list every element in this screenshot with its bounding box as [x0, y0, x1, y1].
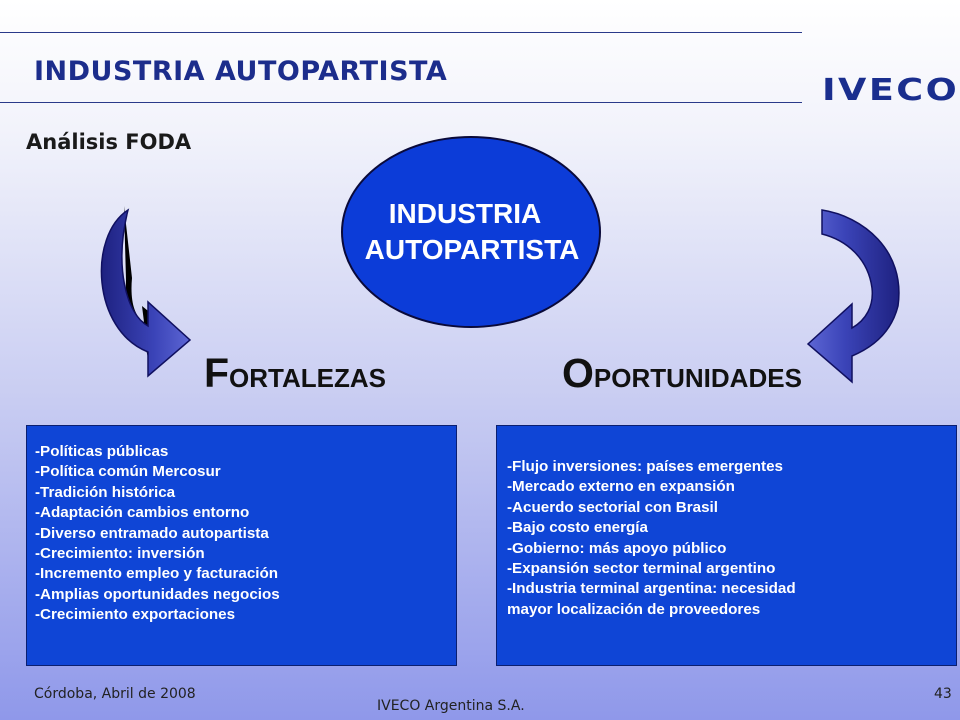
center-label-line-2: AUTOPARTISTA: [364, 234, 580, 265]
oportunidades-panel: [496, 425, 957, 666]
iveco-logo: IVECO: [822, 73, 960, 108]
fortaleza-item: -Diverso entramado autopartista: [35, 524, 269, 542]
section-subtitle: Análisis FODA: [26, 130, 192, 154]
fortaleza-item: -Amplias oportunidades negocios: [35, 585, 280, 603]
oportunidad-item: -Gobierno: más apoyo público: [507, 539, 727, 557]
fortaleza-item: -Incremento empleo y facturación: [35, 565, 279, 583]
oportunidad-item: -Flujo inversiones: países emergentes: [507, 458, 784, 475]
heading-fortalezas-rest: ORTALEZAS: [229, 363, 386, 393]
center-label-line-1: INDUSTRIA: [388, 198, 542, 229]
center-label: [341, 196, 601, 268]
footer-location-date: Córdoba, Abril de 2008: [34, 686, 196, 702]
heading-oportunidades-rest: PORTUNIDADES: [593, 363, 802, 393]
header-rule-top: [0, 32, 802, 33]
heading-fortalezas: [204, 350, 386, 397]
fortaleza-item: -Crecimiento exportaciones: [35, 606, 236, 624]
oportunidad-item: -Industria terminal argentina: necesidad: [507, 580, 796, 598]
oportunidad-item: -Expansión sector terminal argentino: [507, 560, 776, 578]
oportunidad-item: mayor localización de proveedores: [507, 600, 761, 618]
oportunidad-item: -Bajo costo energía: [507, 519, 648, 537]
header-rule-bottom: [0, 102, 802, 103]
heading-fortalezas-initial: F: [204, 350, 230, 396]
heading-oportunidades: [562, 350, 802, 397]
fortaleza-item: -Crecimiento: inversión: [35, 545, 205, 563]
footer-company: IVECO Argentina S.A.: [377, 698, 525, 714]
curved-arrow-left-icon: [88, 206, 192, 402]
fortalezas-panel: [26, 425, 457, 666]
oportunidad-item: -Mercado externo en expansión: [507, 478, 735, 496]
slide-title: INDUSTRIA AUTOPARTISTA: [34, 56, 448, 87]
curved-arrow-right-icon: [806, 206, 910, 402]
fortaleza-item: -Tradición histórica: [35, 483, 176, 501]
fortaleza-item: -Política común Mercosur: [35, 463, 221, 481]
fortaleza-item: -Políticas públicas: [35, 443, 169, 460]
fortaleza-item: -Adaptación cambios entorno: [35, 504, 250, 522]
page-number: 43: [934, 686, 952, 702]
heading-oportunidades-initial: O: [562, 350, 594, 396]
oportunidad-item: -Acuerdo sectorial con Brasil: [507, 498, 719, 516]
